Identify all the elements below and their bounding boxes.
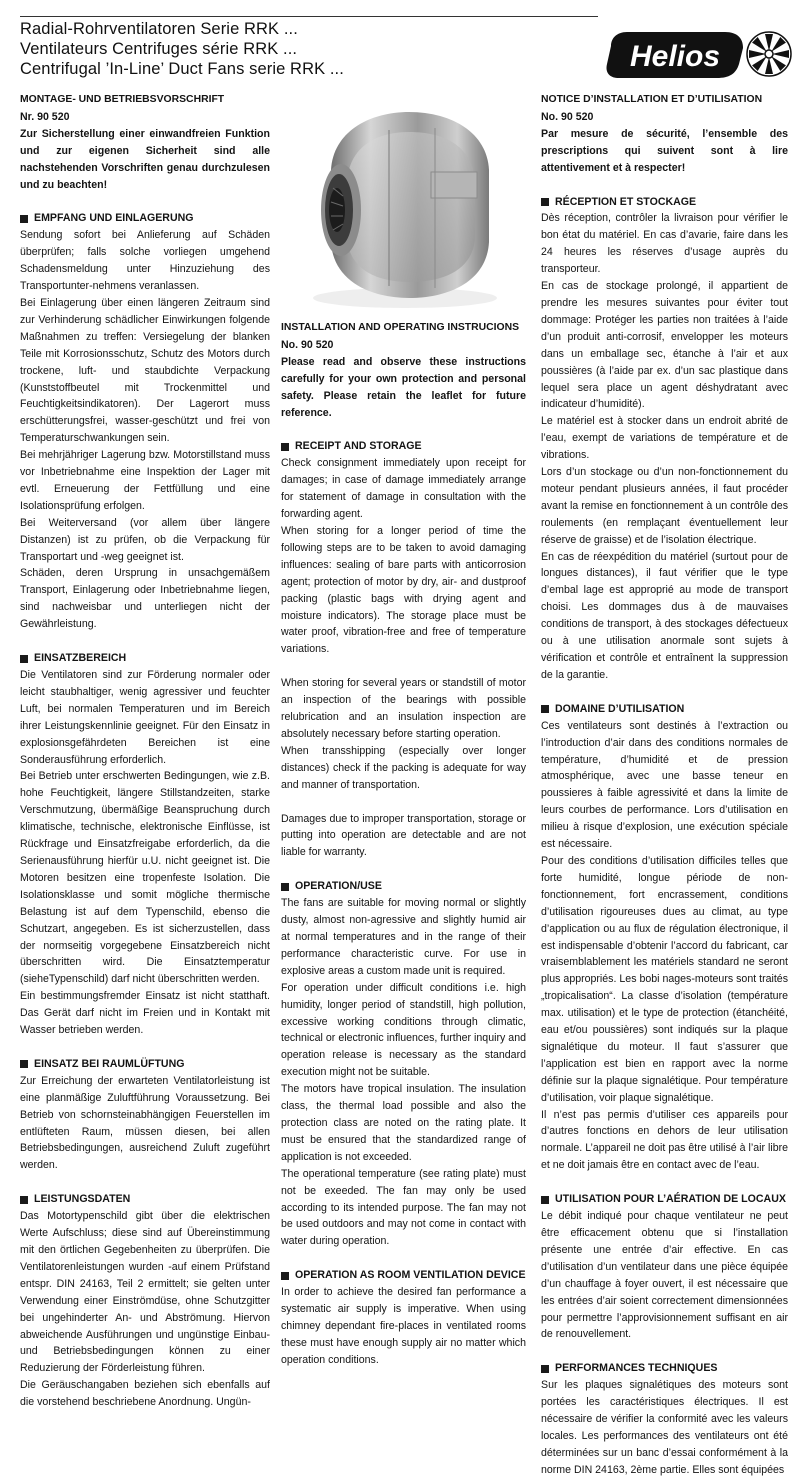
bullet-square-icon — [281, 443, 289, 451]
header-rule — [20, 16, 598, 17]
column-german — [20, 92, 270, 1409]
paragraph: Das Motortypenschild gibt über die elektrischen Werte Aufschluss; diese sind auf Übereinstimmung mit den örtlichen Gegebenheiten zu überprüfen. Die Ventilatorenleistungen wurden -auf einem Prüfstand entspr. DIN 24163, Teil 2 ermittelt; sie gelten unter Verwendung einer Einströmdüse, ohne Schutzgitter bei ungehinderter An- und Abströmung. Hiervon abweichende Ausführungen und ungünstige Einbau- und Betriebsbedingungen können zu einer Reduzierung der Förderleistung führen. — [20, 1210, 270, 1375]
section-heading: PERFORMANCES TECHNIQUES — [541, 1360, 788, 1377]
bullet-square-icon — [20, 655, 28, 663]
section-heading: EINSATZ BEI RAUMLÜFTUNG — [20, 1056, 270, 1073]
bullet-square-icon — [20, 215, 28, 223]
section-heading: LEISTUNGSDATEN — [20, 1191, 270, 1208]
paragraph: Dès réception, contrôler la livraison pour vérifier le bon état du matériel. En cas d’avarie, faire dans les 24 heures les réserves d’usage auprès du transporteur. — [541, 212, 788, 276]
paragraph: Sur les plaques signalétiques des moteurs sont portées les caractéristiques électriques. Il est nécessaire de vérifier la conformité avec les valeurs locales. Les performances des ventilateurs ont été déterminées sur un banc d’essai conformément à la norme DIN 24163, 2ème partie. Elles sont équipées — [541, 1379, 788, 1476]
bullet-square-icon — [281, 1272, 289, 1280]
paragraph: Sendung sofort bei Anlieferung auf Schäden überprüfen; falls solche vorliegen umgehend Schadensmeldung unter Hinzuziehung des Transportunter-nehmens veranlassen. — [20, 229, 270, 293]
paragraph: Zur Erreichung der erwarteten Ventilatorleistung ist eine planmäßige Zuluftführung Voraussetzung. Bei Betrieb von schornsteinabhängigen Feuerstellen im entlüfteten Raum, müssen diesen, bei allen Betriebsbedingungen, ausreichend Zuluft zugeführt werden. — [20, 1074, 270, 1172]
paragraph: Ein bestimmungsfremder Einsatz ist nicht statthaft. Das Gerät darf nicht im Freien und in Kontakt mit Wasser betrieben werden. — [20, 990, 270, 1037]
doc-title: NOTICE D’INSTALLATION ET D’UTILISATION — [541, 94, 763, 105]
paragraph: Bei Weiterversand (vor allem über längere Distanzen) ist zu prüfen, ob die Verpackung für Transportart und -weg geeignet ist. — [20, 516, 270, 563]
bullet-square-icon — [281, 883, 289, 891]
doc-number: No. 90 520 — [541, 110, 594, 123]
column-french — [541, 92, 788, 1476]
bullet-square-icon — [541, 198, 549, 206]
doc-number: Nr. 90 520 — [20, 110, 70, 123]
paragraph: Bei Einlagerung über einen längeren Zeitraum sind zur Verhinderung schädlicher Einwirkungen folgende Maßnahmen zu treffen: Versiegelung der blanken Teile mit Korrosionsschutz, Schutz des Motors durch trockene, luft- und staubdichte Verpackung (Kunststoffbeutel mit Trockenmittel und Feuchtigkeitsindikatoren). Der Lagerort muss erschütterungsfrei, wasser-geschützt und frei von Temperaturschwankungen sein. — [20, 296, 270, 445]
paragraph: Ces ventilateurs sont destinés à l’extraction ou l’introduction d’air dans des conditions normales de température, d’humidité et de pression atmosphérique, avec une basse teneur en poussieres à faible agressivité et dans la limite de leurs courbes de performance. Lors d’utilisation en milieu à risque d’explosion, une exécution spéciale est nécessaire. — [541, 719, 788, 851]
section-heading: RÉCEPTION ET STOCKAGE — [541, 194, 788, 211]
bullet-square-icon — [20, 1196, 28, 1204]
logo-text: Helios — [629, 40, 721, 73]
title-english: Centrifugal ’In-Line’ Duct Fans serie RRK ... — [20, 60, 344, 78]
paragraph: When storing for several years or standstill of motor an inspection of the bearings with possible relubrication and an insulation inspection are absolutely necessary before starting operation. — [281, 677, 526, 740]
paragraph: The motors have tropical insulation. The insulation class, the thermal load possible and also the protection class are noted on the rating plate. It must be ensured that the standardized range of application is not exceeded. — [281, 1083, 526, 1163]
paragraph: For operation under difficult conditions i.e. high humidity, longer period of standstill, high pollution, excessive working conditions through climatic, technical or electronic influences, further inquiry and operation release is necessary as the standard execution might not be suitable. — [281, 981, 526, 1079]
bullet-square-icon — [541, 1365, 549, 1373]
paragraph: En cas de stockage prolongé, il appartient de prendre les mesures suivantes pour éviter tout dommage: Protéger les parties non traitées à l’aide d’un produit anti-corrosif, envelopper les moteurs dans un emballage sec, étanche à l’air et aux poussières (à l’aide par ex. d’un sac plastique dans lequel sera place un agent déshydratant avec indicateur d’humidité). — [541, 280, 788, 411]
paragraph: Check consignment immediately upon receipt for damages; in case of damage immediately arrange for statement of damage in consultation with the forwarding agent. — [281, 457, 526, 521]
paragraph: Die Geräuschangaben beziehen sich ebenfalls auf die vorstehend beschriebene Anordnung. Ungün- — [20, 1379, 270, 1409]
bullet-square-icon — [20, 1060, 28, 1068]
fan-emblem-icon — [747, 32, 791, 76]
safety-intro: Par mesure de sécurité, l’ensemble des prescriptions qui suivent sont à lire attentivement et à respecter! — [541, 127, 788, 174]
paragraph: Die Ventilatoren sind zur Förderung normaler oder leicht staubhaltiger, wenig agressiver und feuchter Luft, bei normalen Temperaturen und im Bereich ihrer Leistungskennlinie geeignet. Für den Einsatz in explosionsgefährdeten Bereichen ist eine Sonderausführung erforderlich. — [20, 669, 270, 766]
section-heading: RECEIPT AND STORAGE — [281, 438, 526, 455]
paragraph: Le débit indiqué pour chaque ventilateur ne peut être efficacement obtenu que si l’installation présente une entrée d’air effective. En cas d’utilisation d’un ventilateur dans une pièce équipée d’un chauffage à foyer ouvert, il est nécessaire que les entrées d’air soient correctement dimensionnées pour permettre l’approvisionnement suffisant en air de renouvellement. — [541, 1210, 788, 1341]
paragraph: Le matériel est à stocker dans un endroit abrité de l’eau, exempt de variations de température et de vibrations. — [541, 415, 788, 462]
paragraph: The fans are suitable for moving normal or slightly dusty, almost non-agressive and slightly humid air at normal temperatures and in the range of their performance characteristic curve. For use in explosive areas a custom made unit is required. — [281, 897, 526, 977]
paragraph: Schäden, deren Ursprung in unsachgemäßem Transport, Einlagerung oder Inbetriebnahme liegen, sind nachweisbar und unterliegen nicht der Gewährleistung. — [20, 567, 270, 631]
helios-logo — [603, 20, 793, 86]
safety-intro: Please read and observe these instructions carefully for your own protection and personal safety. Please retain the leaflet for future reference. — [281, 355, 526, 419]
doc-number: No. 90 520 — [281, 338, 334, 351]
section-heading: UTILISATION POUR L’AÉRATION DE LOCAUX — [541, 1191, 788, 1208]
safety-intro: Zur Sicherstellung einer einwandfreien Funktion und zur eigenen Sicherheit sind alle nachstehenden Vorschriften genau durchzulesen und zu beachten! — [20, 127, 270, 191]
paragraph: En cas de réexpédition du matériel (surtout pour de longues distances), il faut vérifier que le type d’embal lage est approprié au mode de transport choisi. Les dommages dus à de mauvaises conditions de transport, à des stockages défectueux ou à une utilisation anormale sont sujets à vérification et contrôle et entraînent la suppression de la garantie. — [541, 550, 788, 681]
paragraph: In order to achieve the desired fan performance a systematic air supply is imperative. When using chimney dependant fire-places in ventilated rooms these must have enough supply air no matter which operation conditions. — [281, 1286, 526, 1366]
paragraph: When storing for a longer period of time the following steps are to be taken to avoid damaging influences: sealing of bare parts with anticorrosion agent; protection of motor by dry, air- and dustproof packing (plastic bags with drying agent and moisture indicators). The storage place must be water proof, vibration-free and free of temperature variations. — [281, 524, 526, 656]
doc-title: INSTALLATION AND OPERATING INSTRUCIONS — [281, 322, 520, 333]
paragraph: When transshipping (especially over longer distances) check if the packing is adequate for way and manner of transportation. — [281, 744, 526, 791]
paragraph: Pour des conditions d’utilisation difficiles telles que forte humidité, longue période de non-fonctionnement, fort encrassement, conditions d’utilisation rigoureuses dues au climat, au type d’application ou au flux de régulation électronique, il est indispensable d’obtenir l’accord du fabricant, car vraisemblablement les matériels standard ne seront plus appropriés. Les bobi nages-moteurs sont traités „tropicalisation“. La classe d’isolation (température max. utilisation) et le type de protection (étanchéité, eau et/ou poussières) sont indiqués sur la plaque signalétique du moteur. Il faut s’assurer que l’application est bien en rapport avec la norme définie sur la plaque signalétique. Pour température d’utilisation, voir plaque signalétique. — [541, 854, 788, 1104]
section-heading: OPERATION/USE — [281, 878, 526, 895]
section-heading: DOMAINE D’UTILISATION — [541, 701, 788, 718]
paragraph: Il n’est pas permis d’utiliser ces appareils pour d’autres fonctions en dehors de leur utilisation normale. L’appareil ne doit pas être utilisé à l’air libre et ne doit jamais être en contact avec de l’eau. — [541, 1108, 788, 1172]
doc-title: MONTAGE- UND BETRIEBSVORSCHRIFT — [20, 94, 225, 105]
bullet-square-icon — [541, 705, 549, 713]
paragraph: The operational temperature (see rating plate) must not be exeeded. The fan may only be used according to its intended purpose. The fan may not be used outdoors and may not come in contact with water during operation. — [281, 1167, 526, 1248]
paragraph: Damages due to improper transportation, storage or putting into operation are detectable and are not liable for warranty. — [281, 812, 526, 859]
title-german: Radial-Rohrventilatoren Serie RRK ... — [20, 20, 298, 38]
section-heading: EINSATZBEREICH — [20, 650, 270, 667]
page-header — [0, 0, 808, 88]
section-heading: EMPFANG UND EINLAGERUNG — [20, 210, 270, 227]
bullet-square-icon — [541, 1196, 549, 1204]
section-heading: OPERATION AS ROOM VENTILATION DEVICE — [281, 1267, 526, 1284]
product-photo — [281, 92, 526, 318]
paragraph: Lors d’un stockage ou d’un non-fonctionnement du moteur pendant plusieurs années, il faut procéder avant la remise en fonctionnement à un contrôle des roulements (en remplaçant éventuellement leur réserve de graisse) et de l’isolation électrique. — [541, 466, 788, 546]
paragraph: Bei mehrjähriger Lagerung bzw. Motorstillstand muss vor Inbetriebnahme eine Inspektion der Lager mit evtl. Erneuerung der Fettfüllung und eine Isolationsprüfung erfolgen. — [20, 449, 270, 512]
paragraph: Bei Betrieb unter erschwerten Bedingungen, wie z.B. hohe Feuchtigkeit, längere Stillstandzeiten, starke Verschmutzung, übermäßige Beanspruchung durch klimatische, technische, elektronische Einflüsse, ist Rückfrage und Einsatzfreigabe erforderlich, da die Serienausführung hierfür u.U. nicht geeignet ist. Die Motoren besitzen eine tropenfeste Isolation. Die Isolationsklasse und somit mögliche thermische Belastung ist auf dem Typenschild, ebenso die Schutzart, angegeben. Es ist sicherzustellen, dass der normseitig vorgegebene Einsatzbereich nicht überschritten wird. Die Einsatztemperatur (sieheTypenschild) darf nicht überschritten werden. — [20, 770, 270, 986]
title-french: Ventilateurs Centrifuges série RRK ... — [20, 40, 298, 58]
column-english — [281, 320, 526, 1366]
